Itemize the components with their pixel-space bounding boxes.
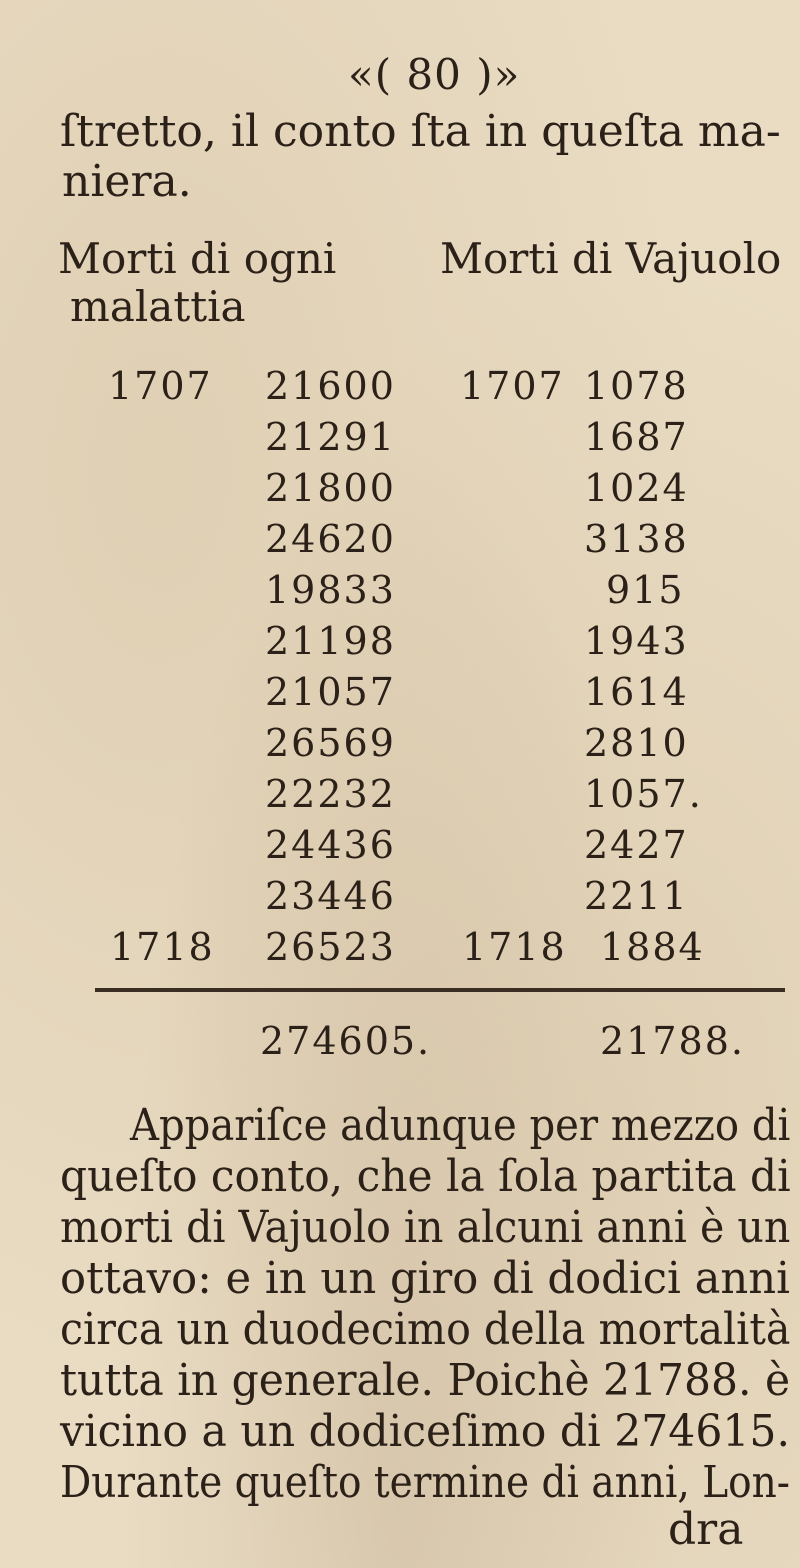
intro-line-1: ſtretto, il conto ſta in queſta ma- bbox=[60, 106, 781, 157]
right-row-value: 1884 bbox=[600, 925, 705, 969]
paragraph-line: Appariſce adunque per mezzo di bbox=[130, 1100, 791, 1151]
left-row-value: 24620 bbox=[265, 517, 396, 561]
left-total: 274605. bbox=[260, 1019, 432, 1063]
right-row-value: 1057. bbox=[584, 772, 703, 816]
sum-rule bbox=[95, 988, 785, 992]
paragraph-line: morti di Vajuolo in alcuni anni è un bbox=[60, 1202, 791, 1253]
catchword: dra bbox=[668, 1504, 744, 1555]
left-column-heading: Morti di ogni bbox=[58, 234, 337, 283]
left-row-value: 26569 bbox=[265, 721, 396, 765]
right-year-end: 1718 bbox=[462, 925, 567, 969]
right-row-value: 2427 bbox=[584, 823, 689, 867]
left-row-value: 19833 bbox=[265, 568, 396, 612]
right-column-heading: Morti di Vajuolo bbox=[440, 234, 782, 283]
paragraph-line: ottavo: e in un giro di dodici anni bbox=[60, 1253, 791, 1304]
right-row-value: 1614 bbox=[584, 670, 689, 714]
paragraph-line: circa un duodecimo della mortalità bbox=[60, 1304, 791, 1355]
left-row-value: 24436 bbox=[265, 823, 396, 867]
left-row-value: 22232 bbox=[265, 772, 396, 816]
left-year-start: 1707 bbox=[108, 364, 213, 408]
right-row-value: 3138 bbox=[584, 517, 689, 561]
paragraph-line: queſto conto, che la ſola partita di bbox=[60, 1151, 791, 1202]
paragraph-line: Durante queſto termine di anni, Lon- bbox=[60, 1457, 790, 1508]
right-row-value: 1687 bbox=[584, 415, 689, 459]
left-row-value: 23446 bbox=[265, 874, 396, 918]
right-row-value: 1078 bbox=[584, 364, 689, 408]
right-year-start: 1707 bbox=[460, 364, 565, 408]
right-row-value: 2211 bbox=[584, 874, 689, 918]
right-row-value: 1943 bbox=[584, 619, 689, 663]
left-row-value: 21057 bbox=[265, 670, 396, 714]
left-year-end: 1718 bbox=[110, 925, 215, 969]
left-column-heading-2: malattia bbox=[70, 282, 246, 331]
left-row-value: 21198 bbox=[265, 619, 396, 663]
left-row-value: 26523 bbox=[265, 925, 396, 969]
paragraph-line: vicino a un dodiceſimo di 274615. bbox=[60, 1406, 790, 1457]
right-row-value: 1024 bbox=[584, 466, 689, 510]
right-total: 21788. bbox=[600, 1019, 745, 1063]
intro-line-2: niera. bbox=[62, 156, 192, 207]
right-row-value: 2810 bbox=[584, 721, 689, 765]
left-row-value: 21800 bbox=[265, 466, 396, 510]
right-row-value: 915 bbox=[606, 568, 685, 612]
paragraph-line: tutta in generale. Poichè 21788. è bbox=[60, 1355, 791, 1406]
page-number: «( 80 )» bbox=[348, 50, 521, 99]
left-row-value: 21600 bbox=[265, 364, 396, 408]
left-row-value: 21291 bbox=[265, 415, 396, 459]
